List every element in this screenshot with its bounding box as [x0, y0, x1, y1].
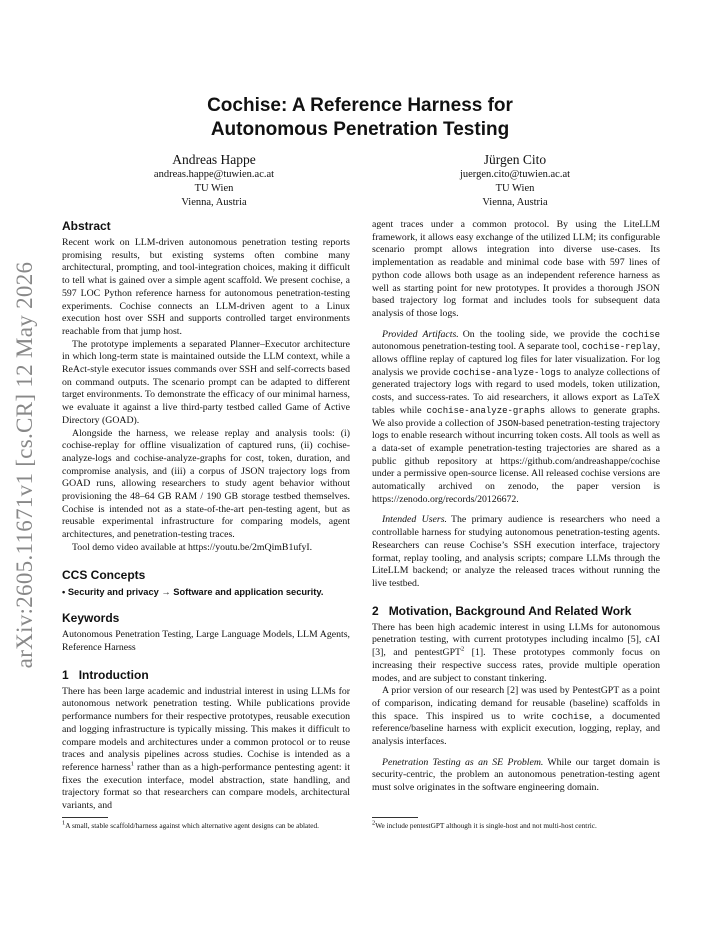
intro-text: rather than as a high-performance pentesting agent: it fixes the execution interface, model abstraction, state handling, and trajectory format so that researchers can compare models, architectural variants, and	[62, 761, 350, 812]
section-number: 2	[372, 603, 379, 618]
title-line-1: Cochise: A Reference Harness for	[207, 95, 513, 116]
arxiv-id: arXiv:2605.11671v1 [cs.CR] 12 May 2026	[12, 261, 37, 669]
ccs-heading: CCS Concepts	[62, 567, 146, 582]
body-text: -based penetration-testing trajectory logs to enable research without incurring token costs. All tools as well as a data-set of example penetration-testing trajectories are shared as a public github repository at https://github.com/andreashappe/cochise under a permissive open-source license. All released cochise versions are automatically archived on zenodo, the paper version is https://zenodo.org/records/20126672.	[372, 417, 661, 505]
author-affiliation: TU Wien	[495, 183, 535, 194]
section-title: Introduction	[78, 667, 149, 682]
section-number: 1	[62, 667, 69, 682]
keywords-text: Autonomous Penetration Testing, Large Language Models, LLM Agents, Reference Harness	[62, 629, 350, 653]
author-location: Vienna, Austria	[181, 197, 247, 208]
artifacts-paragraph	[372, 329, 660, 507]
author-affiliation: TU Wien	[194, 183, 234, 194]
body-text: to analyze collections of generated trajectory logs with regard to used models, token utilization, costs, and success-rates. To aid researchers, it allows export as LaTeX tables while	[372, 366, 661, 416]
runin-heading: Penetration Testing as an SE Problem.	[382, 756, 544, 768]
runin-heading: Provided Artifacts.	[382, 328, 459, 340]
code-term: JSON	[496, 418, 519, 429]
footnote-ref: 2	[461, 645, 465, 653]
footnote-rule	[372, 817, 418, 818]
body-text: , allows offline replay of captured log files for later visualization. For log analysis we provide	[372, 341, 661, 378]
footnote-mark: 1	[62, 819, 66, 827]
se-paragraph	[372, 757, 660, 795]
abstract-heading: Abstract	[62, 219, 111, 233]
body-text: On the tooling side, we provide the	[462, 328, 618, 340]
users-paragraph	[372, 514, 660, 590]
code-term: cochise-analyze-graphs	[426, 405, 546, 416]
abstract-paragraph: Recent work on LLM-driven autonomous penetration testing reports promising results, but existing systems often combine many architectural, prompting, and tool-integration choices, making it difficult to tell what is gained over a simple agent scaffold. We present cochise, a 597 LOC Python reference harness for autonomous penetration-testing experiments. Cochise connects an LLM-driven agent to a Linux execution host over SSH and supports controlled target environments reachable from that jump host.	[62, 237, 350, 337]
left-column	[62, 219, 350, 813]
intro-paragraph	[62, 686, 350, 813]
author-location: Vienna, Austria	[482, 197, 548, 208]
code-term: cochise	[622, 329, 660, 340]
intro-heading	[62, 668, 350, 683]
footnote-mark: 2	[372, 819, 376, 827]
code-term: cochise	[551, 711, 590, 722]
body-text: [1]. These prototypes commonly focus on increasing their respective success rates, provide multiple operation modes, and are subject to constant tinkering.	[372, 647, 660, 684]
body-text: While our target domain is security-centric, the problem an autonomous penetration-testing agent must solve originates in the software engineering domain.	[372, 756, 660, 794]
abstract-paragraph: The prototype implements a separated Planner–Executor architecture in which long-term state is maintained outside the LLM context, while a ReAct-style executor issues commands over SSH and self-corrects based on command outputs. The scenario prompt can be adapted to different target environments. To demonstrate the efficacy of our minimal harness, we evaluate it against a live third-party testbed called Game of Active Directory (GOAD).	[62, 338, 350, 426]
section-title: Motivation, Background And Related Work	[388, 603, 632, 618]
footnote-text: A small, stable scaffold/harness against which alternative agent designs can be ablated.	[65, 821, 320, 830]
body-text: allows to generate graphs. We also provide a collection of	[372, 404, 660, 429]
body-text: The primary audience is researchers who need a controllable harness for studying autonomous penetration-testing agents. Researchers can reuse Cochise’s SSH execution interface, trajectory format, replay tooling, and analysis scripts; compare LLMs through the LiteLLM backend; or analyze the released traces without running the live testbed.	[372, 514, 660, 589]
keywords-heading: Keywords	[62, 611, 120, 626]
abstract-paragraph: Tool demo video available at https://youtu.be/2mQimB1ufyI.	[72, 541, 313, 553]
ccs-text: • Security and privacy → Software and application security.	[62, 586, 324, 597]
runin-heading: Intended Users.	[382, 514, 447, 526]
right-column	[372, 219, 660, 795]
paper-title	[62, 94, 658, 142]
body-text: A prior version of our research [2] was used by PentestGPT as a point of comparison, indicating demand for reusable (baseline) scaffolds in this space. This inspired us to write	[372, 685, 660, 722]
body-text: autonomous penetration-testing tool. A separate tool,	[372, 341, 580, 353]
intro-text: There has been large academic and industrial interest in using LLMs for autonomous network penetration testing. While publications provide performance numbers for their respective prototypes, reusable execution and logging infrastructure is typically missing. This makes it difficult to compare models and architectures under a common protocol or to reuse traces and analysis pipelines across studies. Cochise is intended as a reference harness	[62, 685, 350, 773]
body-paragraph	[372, 622, 660, 686]
body-text: There has been high academic interest in using LLMs for autonomous penetration testing, with current prototypes including incalmo [5], cAI [3], and pentestGPT	[372, 621, 660, 659]
code-term: cochise-replay	[581, 342, 658, 353]
footnote-rule	[62, 817, 108, 818]
body-paragraph	[372, 685, 660, 749]
footnote-ref: 1	[130, 760, 135, 768]
author-block-1	[104, 151, 324, 210]
title-line-2: Autonomous Penetration Testing	[210, 119, 510, 140]
code-term: cochise-analyze-logs	[453, 367, 562, 378]
footnote-1	[62, 817, 350, 830]
abstract-paragraph: Alongside the harness, we release replay and analysis tools: (i) cochise-replay for offline visualization of captured runs, (ii) cochise-analyze-logs and cochise-analyze-graphs for cost, token, duration, and compromise analysis, and (iii) a corpus of JSON trajectory logs from GOAD runs, allowing researchers to study agent behavior without provisioning the 48–64 GB RAM / 190 GB storage testbed themselves. Cochise is intended not as a state-of-the-art pen-testing agent, but as reusable experimental infrastructure for comparing models, agent architectures, and penetration-testing traces.	[62, 427, 350, 541]
body-paragraph: agent traces under a common protocol. By using the LiteLLM framework, it allows easy exchange of the utilized LLM; its configurable scenario prompt allows integration into diverse use-cases. Its implementation as readable and minimal code base with 597 lines of python code allows both usage as an independent reference harness as well as starting point for new prototypes. It provides a thorough JSON based trajectory log format and includes tools for subsequent data analysis of those logs.	[372, 219, 660, 319]
author-email: andreas.happe@tuwien.ac.at	[153, 169, 275, 180]
author-name: Andreas Happe	[172, 152, 256, 167]
author-email: juergen.cito@tuwien.ac.at	[459, 169, 571, 180]
footnote-2	[372, 817, 660, 830]
footnote-text: We include pentestGPT although it is single-host and not multi-host centric.	[375, 821, 597, 830]
author-block-2	[405, 151, 625, 210]
body-text: , a documented reference/baseline harness with explicit execution, logging, replay, and analysis interfaces.	[372, 710, 661, 748]
section2-heading	[372, 604, 660, 619]
arxiv-stamp	[5, 255, 45, 675]
author-name: Jürgen Cito	[483, 152, 547, 167]
